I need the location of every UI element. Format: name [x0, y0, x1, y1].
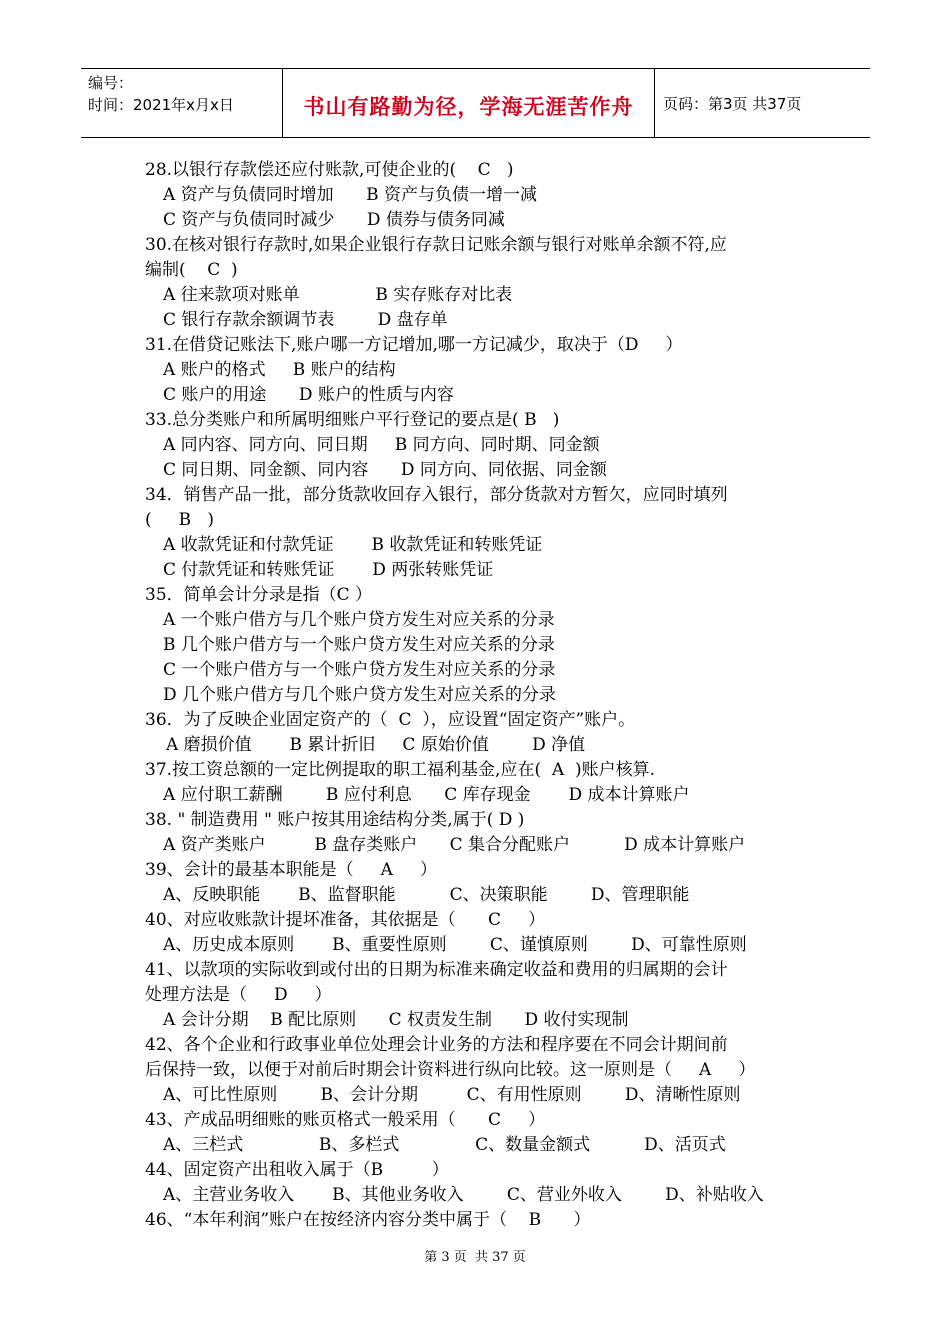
options-28-ab: A 资产与负债同时增加 B 资产与负债一增一减 — [163, 185, 537, 205]
question-44: 44、固定资产出租收入属于（B ） — [145, 1160, 449, 1180]
page-label: 页码：第3页 共37页 — [663, 94, 802, 113]
question-35: 35．简单会计分录是指（C ） — [145, 585, 373, 605]
question-38: 38. " 制造费用 " 账户按其用途结构分类,属于( D ) — [145, 810, 525, 830]
page-footer: 第 3 页 共 37 页 — [424, 1250, 526, 1265]
date-label: 时间：2021年x月x日 — [88, 96, 234, 114]
number-label: 编号： — [88, 74, 134, 92]
question-34-cont: ( B ) — [145, 510, 214, 530]
options-36: A 磨损价值 B 累计折旧 C 原始价值 D 净值 — [166, 735, 586, 755]
header-middle-cell — [283, 69, 655, 137]
option-35-d: D 几个账户借方与几个账户贷方发生对应关系的分录 — [163, 685, 557, 705]
options-34-cd: C 付款凭证和转账凭证 D 两张转账凭证 — [163, 560, 494, 580]
option-35-c: C 一个账户借方与一个账户贷方发生对应关系的分录 — [163, 660, 556, 680]
options-37: A 应付职工薪酬 B 应付利息 C 库存现金 D 成本计算账户 — [163, 785, 690, 805]
options-43: A、三栏式 B、多栏式 C、数量金额式 D、活页式 — [163, 1135, 726, 1155]
motto-text: 书山有路勤为径，学海无涯苦作舟 — [303, 95, 634, 119]
option-35-a: A 一个账户借方与几个账户贷方发生对应关系的分录 — [163, 610, 555, 630]
options-40: A、历史成本原则 B、重要性原则 C、谨慎原则 D、可靠性原则 — [163, 935, 747, 955]
header-left-cell — [81, 69, 283, 137]
header-right-cell — [655, 69, 870, 137]
question-42-cont: 后保持一致，以便于对前后时期会计资料进行纵向比较。这一原则是（ A ） — [145, 1060, 756, 1080]
options-41: A 会计分期 B 配比原则 C 权责发生制 D 收付实现制 — [163, 1010, 629, 1030]
options-31-ab: A 账户的格式 B 账户的结构 — [163, 360, 396, 380]
page-header — [81, 68, 870, 138]
question-30-cont: 编制( C ) — [145, 260, 238, 280]
options-30-ab: A 往来款项对账单 B 实存账存对比表 — [163, 285, 513, 305]
options-33-cd: C 同日期、同金额、同内容 D 同方向、同依据、同金额 — [163, 460, 607, 480]
question-30: 30.在核对银行存款时,如果企业银行存款日记账余额与银行对账单余额不符,应 — [145, 235, 727, 255]
question-33: 33.总分类账户和所属明细账户平行登记的要点是( B ) — [145, 410, 560, 430]
question-40: 40、对应收账款计提坏准备，其依据是（ C ） — [145, 910, 546, 930]
question-39: 39、会计的最基本职能是（ A ） — [145, 860, 437, 880]
options-39: A、反映职能 B、监督职能 C、决策职能 D、管理职能 — [163, 885, 690, 905]
question-28: 28.以银行存款偿还应付账款,可使企业的( C ) — [145, 160, 514, 180]
question-34: 34．销售产品一批，部分货款收回存入银行，部分货款对方暂欠，应同时填列 — [145, 485, 728, 505]
options-34-ab: A 收款凭证和付款凭证 B 收款凭证和转账凭证 — [163, 535, 543, 555]
options-38: A 资产类账户 B 盘存类账户 C 集合分配账户 D 成本计算账户 — [163, 835, 746, 855]
question-42: 42、各个企业和行政事业单位处理会计业务的方法和程序要在不同会计期间前 — [145, 1035, 728, 1055]
options-44: A、主营业务收入 B、其他业务收入 C、营业外收入 D、补贴收入 — [163, 1185, 764, 1205]
question-37: 37.按工资总额的一定比例提取的职工福利基金,应在( A )账户核算. — [145, 760, 655, 780]
question-46: 46、“本年利润”账户在按经济内容分类中属于（ B ） — [145, 1210, 591, 1230]
question-43: 43、产成品明细账的账页格式一般采用（ C ） — [145, 1110, 546, 1130]
options-31-cd: C 账户的用途 D 账户的性质与内容 — [163, 385, 454, 405]
question-36: 36．为了反映企业固定资产的（ C ），应设置“固定资产”账户。 — [145, 710, 636, 730]
options-30-cd: C 银行存款余额调节表 D 盘存单 — [163, 310, 448, 330]
options-28-cd: C 资产与负债同时减少 D 债券与债务同减 — [163, 210, 505, 230]
question-41: 41、以款项的实际收到或付出的日期为标准来确定收益和费用的归属期的会计 — [145, 960, 728, 980]
question-31: 31.在借贷记账法下,账户哪一方记增加,哪一方记减少，取决于（D ） — [145, 335, 683, 355]
options-42: A、可比性原则 B、会计分期 C、有用性原则 D、清晰性原则 — [163, 1085, 741, 1105]
question-41-cont: 处理方法是（ D ） — [145, 985, 332, 1005]
option-35-b: B 几个账户借方与一个账户贷方发生对应关系的分录 — [163, 635, 555, 655]
options-33-ab: A 同内容、同方向、同日期 B 同方向、同时期、同金额 — [163, 435, 600, 455]
